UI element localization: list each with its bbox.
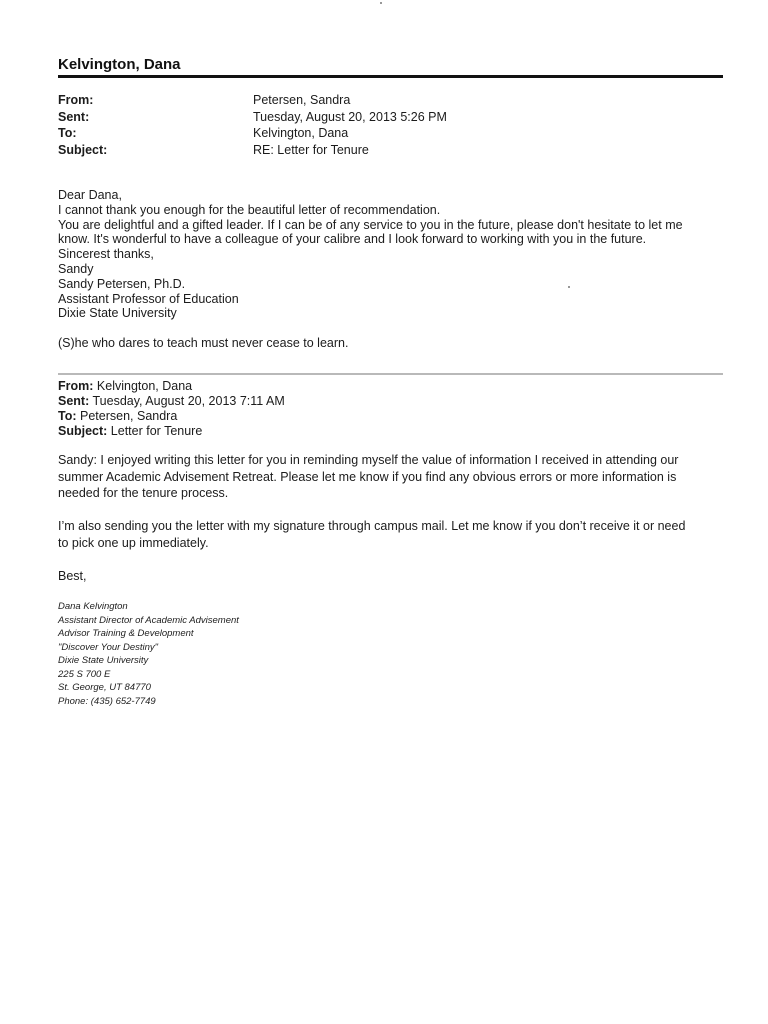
paragraph-spacer xyxy=(58,551,723,568)
to-value: Kelvington, Dana xyxy=(253,126,349,140)
signature-street: 225 S 700 E xyxy=(58,668,111,680)
sent-value: Tuesday, August 20, 2013 5:26 PM xyxy=(253,109,447,124)
to-label: To: xyxy=(58,409,77,423)
reply-line: I cannot thank you enough for the beautiful letter of recommendation. xyxy=(58,202,441,217)
signature-title: Assistant Director of Academic Advisement xyxy=(58,614,239,626)
signature-city: St. George, UT 84770 xyxy=(58,682,151,693)
reply-line: You are delightful and a gifted leader. If I can be of any service to you in the future, please don't hesitate to let me xyxy=(58,217,683,232)
scan-speck xyxy=(568,286,570,288)
original-paragraph-line: needed for the tenure process. xyxy=(58,486,229,500)
reply-line: know. It's wonderful to have a colleague of your calibre and I look forward to working with you in the future. xyxy=(58,232,647,247)
original-paragraph-line: to pick one up immediately. xyxy=(58,535,209,550)
original-subject-row xyxy=(58,424,285,439)
message-divider xyxy=(58,373,723,375)
sent-label: Sent: xyxy=(58,109,90,124)
reply-body xyxy=(58,188,723,321)
mailbox-owner-name: Kelvington, Dana xyxy=(58,56,181,73)
signature-university: Dixie State University xyxy=(58,655,149,666)
from-label: From: xyxy=(58,379,94,393)
reply-title: Assistant Professor of Education xyxy=(58,291,239,306)
from-value: Petersen, Sandra xyxy=(253,93,351,107)
to-value: Petersen, Sandra xyxy=(80,409,178,423)
scan-speck xyxy=(380,2,382,4)
reply-full-name: Sandy Petersen, Ph.D. xyxy=(58,276,186,291)
original-from-row xyxy=(58,379,285,394)
subject-label: Subject: xyxy=(58,142,108,157)
original-paragraph-line: summer Academic Advisement Retreat. Please let me know if you find any obvious errors or more information is xyxy=(58,469,677,484)
from-label: From: xyxy=(58,93,94,107)
original-paragraph-line: I’m also sending you the letter with my signature through campus mail. Let me know if you don’t receive it or need xyxy=(58,519,686,533)
original-sent-row xyxy=(58,394,285,409)
sent-label: Sent: xyxy=(58,394,90,408)
original-header xyxy=(58,379,285,439)
paragraph-spacer xyxy=(58,502,723,519)
header-divider xyxy=(58,75,723,78)
email-signature xyxy=(58,600,239,708)
reply-first-name: Sandy xyxy=(58,261,94,276)
original-body xyxy=(58,452,723,584)
from-value: Kelvington, Dana xyxy=(96,379,193,393)
original-signoff: Best, xyxy=(58,568,87,583)
signature-motto: "Discover Your Destiny" xyxy=(58,641,159,653)
subject-value: Letter for Tenure xyxy=(110,424,203,438)
original-to-row xyxy=(58,409,285,424)
sent-value: Tuesday, August 20, 2013 7:11 AM xyxy=(92,394,285,408)
original-paragraph-line: Sandy: I enjoyed writing this letter for you in reminding myself the value of information I received in attending our xyxy=(58,453,679,467)
reply-greeting: Dear Dana, xyxy=(58,188,122,202)
signature-phone: Phone: (435) 652-7749 xyxy=(58,695,156,707)
signature-dept: Advisor Training & Development xyxy=(58,628,194,639)
reply-closing: Sincerest thanks, xyxy=(58,247,154,262)
to-label: To: xyxy=(58,126,77,140)
subject-label: Subject: xyxy=(58,424,108,438)
signature-name: Dana Kelvington xyxy=(58,601,128,612)
reply-quote: (S)he who dares to teach must never cease to learn. xyxy=(58,336,349,350)
reply-university: Dixie State University xyxy=(58,306,177,321)
subject-value: RE: Letter for Tenure xyxy=(253,142,369,157)
